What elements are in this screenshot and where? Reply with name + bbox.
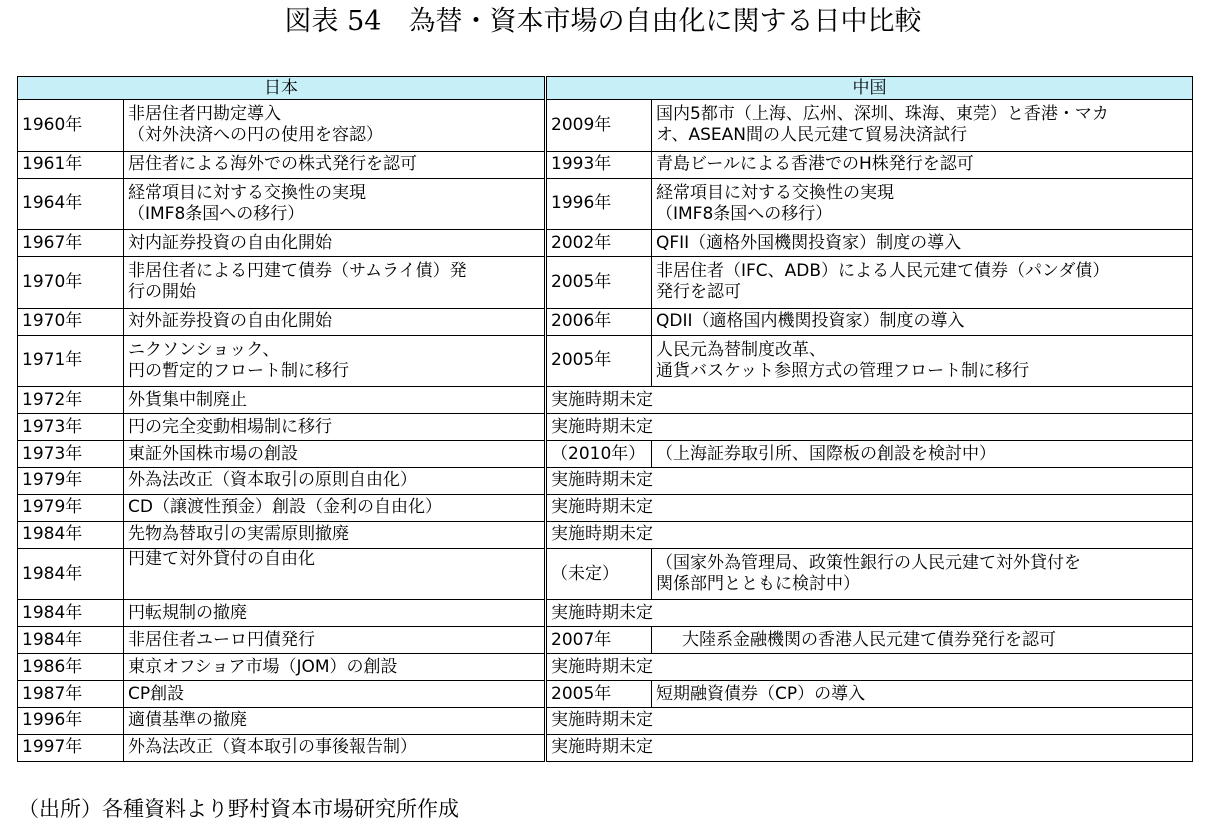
table-row bbox=[18, 335, 1193, 387]
china-event-line: 非居住者（IFC、ADB）による人民元建て債券（パンダ債） bbox=[656, 261, 1110, 282]
china-year: 1993年 bbox=[546, 151, 652, 178]
china-status: 実施時期未定 bbox=[546, 414, 1193, 441]
china-event-line: QFII（適格外国機関投資家）制度の導入 bbox=[656, 232, 962, 253]
japan-year: 1979年 bbox=[18, 467, 124, 494]
china-year: 2009年 bbox=[546, 100, 652, 152]
page-title: 図表 54 為替・資本市場の自由化に関する日中比較 bbox=[284, 6, 922, 37]
header-row bbox=[18, 77, 1193, 100]
table-row bbox=[18, 257, 1193, 309]
table-row bbox=[18, 627, 1193, 654]
japan-year: 1984年 bbox=[18, 627, 124, 654]
japan-year: 1972年 bbox=[18, 387, 124, 414]
china-status: 実施時期未定 bbox=[546, 654, 1193, 681]
table-row bbox=[18, 600, 1193, 627]
japan-event-line: 外貨集中制廃止 bbox=[128, 389, 247, 410]
japan-year: 1984年 bbox=[18, 521, 124, 548]
china-status: 実施時期未定 bbox=[546, 387, 1193, 414]
china-event bbox=[652, 681, 1193, 708]
japan-event bbox=[124, 654, 546, 681]
china-event-line: 発行を認可 bbox=[656, 282, 741, 303]
table-row bbox=[18, 654, 1193, 681]
table-row bbox=[18, 387, 1193, 414]
china-event bbox=[652, 548, 1193, 600]
japan-event bbox=[124, 387, 546, 414]
china-event-line: （上海証券取引所、国際板の創設を検討中） bbox=[656, 443, 996, 464]
japan-event-line: 円の暫定的フロート制に移行 bbox=[128, 360, 349, 381]
china-year: 2002年 bbox=[546, 230, 652, 257]
table-row bbox=[18, 178, 1193, 230]
table-body bbox=[18, 100, 1193, 762]
china-event-line: （国家外為管理局、政策性銀行の人民元建て対外貸付を bbox=[656, 553, 1081, 574]
japan-year: 1964年 bbox=[18, 178, 124, 230]
japan-year: 1967年 bbox=[18, 230, 124, 257]
table-row bbox=[18, 441, 1193, 468]
japan-year: 1984年 bbox=[18, 600, 124, 627]
china-event bbox=[652, 441, 1193, 468]
japan-event bbox=[124, 335, 546, 387]
table-row bbox=[18, 414, 1193, 441]
china-event-line: 大陸系金融機関の香港人民元建て債券発行を認可 bbox=[682, 629, 1056, 650]
china-event bbox=[652, 151, 1193, 178]
japan-year: 1961年 bbox=[18, 151, 124, 178]
japan-event bbox=[124, 230, 546, 257]
japan-event bbox=[124, 681, 546, 708]
japan-event bbox=[124, 151, 546, 178]
table-row bbox=[18, 548, 1193, 600]
japan-event-line: 外為法改正（資本取引の事後報告制） bbox=[128, 737, 417, 758]
japan-event bbox=[124, 308, 546, 335]
japan-event-line: 非居住者ユーロ円債発行 bbox=[128, 629, 315, 650]
japan-event-line: 非居住者による円建て債券（サムライ債）発 bbox=[128, 261, 467, 282]
japan-event-line: 円の完全変動相場制に移行 bbox=[128, 416, 332, 437]
japan-event-line: （IMF8条国への移行） bbox=[128, 203, 305, 224]
table-row bbox=[18, 230, 1193, 257]
china-event bbox=[652, 627, 1193, 654]
japan-event bbox=[124, 178, 546, 230]
japan-event bbox=[124, 257, 546, 309]
table-row bbox=[18, 708, 1193, 735]
japan-event bbox=[124, 414, 546, 441]
china-event-line: 人民元為替制度改革、 bbox=[656, 339, 826, 360]
china-event bbox=[652, 335, 1193, 387]
japan-event-line: 適債基準の撤廃 bbox=[128, 710, 247, 731]
source-note: （出所）各種資料より野村資本市場研究所作成 bbox=[18, 797, 459, 821]
china-event bbox=[652, 257, 1193, 309]
japan-event-line: 対内証券投資の自由化開始 bbox=[128, 232, 332, 253]
china-year: （2010年） bbox=[546, 441, 652, 468]
china-event-line: オ、ASEAN間の人民元建て貿易決済試行 bbox=[656, 125, 967, 146]
japan-event-line: 居住者による海外での株式発行を認可 bbox=[128, 154, 417, 175]
table-row bbox=[18, 521, 1193, 548]
japan-event bbox=[124, 734, 546, 761]
japan-event-line: CD（譲渡性預金）創設（金利の自由化） bbox=[128, 497, 442, 518]
china-status: 実施時期未定 bbox=[546, 600, 1193, 627]
japan-event bbox=[124, 708, 546, 735]
china-year: 2005年 bbox=[546, 681, 652, 708]
table-row bbox=[18, 100, 1193, 152]
china-year: 2005年 bbox=[546, 257, 652, 309]
china-year: 2007年 bbox=[546, 627, 652, 654]
table-row bbox=[18, 151, 1193, 178]
japan-event-line: 先物為替取引の実需原則撤廃 bbox=[128, 524, 349, 545]
japan-event bbox=[124, 600, 546, 627]
japan-event bbox=[124, 627, 546, 654]
china-event-line: 短期融資債券（CP）の導入 bbox=[656, 683, 866, 704]
china-status: 実施時期未定 bbox=[546, 521, 1193, 548]
table-row bbox=[18, 681, 1193, 708]
table-row bbox=[18, 308, 1193, 335]
china-status: 実施時期未定 bbox=[546, 467, 1193, 494]
comparison-table bbox=[17, 76, 1193, 762]
japan-event-line: CP創設 bbox=[128, 683, 185, 704]
japan-event-line: 円建て対外貸付の自由化 bbox=[128, 548, 315, 569]
japan-year: 1984年 bbox=[18, 548, 124, 600]
china-event bbox=[652, 100, 1193, 152]
china-year: 2006年 bbox=[546, 308, 652, 335]
japan-event bbox=[124, 521, 546, 548]
china-event-line: 国内5都市（上海、広州、深圳、珠海、東莞）と香港・マカ bbox=[656, 104, 1109, 125]
japan-year: 1997年 bbox=[18, 734, 124, 761]
japan-event-line: 経常項目に対する交換性の実現 bbox=[128, 182, 366, 203]
japan-event bbox=[124, 100, 546, 152]
japan-event-line: 非居住者円勘定導入 bbox=[128, 104, 281, 125]
japan-event-line: 東京オフショア市場（JOM）の創設 bbox=[128, 656, 398, 677]
japan-event bbox=[124, 467, 546, 494]
china-event bbox=[652, 308, 1193, 335]
china-year: （未定） bbox=[546, 548, 652, 600]
japan-year: 1979年 bbox=[18, 494, 124, 521]
japan-event-line: 外為法改正（資本取引の原則自由化） bbox=[128, 470, 417, 491]
japan-year: 1986年 bbox=[18, 654, 124, 681]
japan-event-line: ニクソンショック、 bbox=[128, 339, 280, 360]
china-event-line: 通貨バスケット参照方式の管理フロート制に移行 bbox=[656, 360, 1030, 381]
china-event bbox=[652, 230, 1193, 257]
header-china: 中国 bbox=[546, 77, 1193, 100]
china-event-line: 経常項目に対する交換性の実現 bbox=[656, 182, 894, 203]
japan-event-line: 行の開始 bbox=[128, 282, 196, 303]
table-row bbox=[18, 734, 1193, 761]
japan-year: 1987年 bbox=[18, 681, 124, 708]
japan-year: 1996年 bbox=[18, 708, 124, 735]
japan-event-line: （対外決済への円の使用を容認） bbox=[128, 125, 383, 146]
japan-year: 1973年 bbox=[18, 441, 124, 468]
table-row bbox=[18, 494, 1193, 521]
japan-year: 1971年 bbox=[18, 335, 124, 387]
japan-year: 1970年 bbox=[18, 308, 124, 335]
china-status: 実施時期未定 bbox=[546, 494, 1193, 521]
china-year: 1996年 bbox=[546, 178, 652, 230]
japan-year: 1960年 bbox=[18, 100, 124, 152]
china-event-line: （IMF8条国への移行） bbox=[656, 203, 833, 224]
japan-event-line: 円転規制の撤廃 bbox=[128, 602, 247, 623]
china-event-line: 青島ビールによる香港でのH株発行を認可 bbox=[656, 154, 974, 175]
header-japan: 日本 bbox=[18, 77, 546, 100]
china-status: 実施時期未定 bbox=[546, 734, 1193, 761]
china-year: 2005年 bbox=[546, 335, 652, 387]
china-event-line: QDII（適格国内機関投資家）制度の導入 bbox=[656, 311, 965, 332]
japan-event bbox=[124, 441, 546, 468]
japan-year: 1970年 bbox=[18, 257, 124, 309]
china-event bbox=[652, 178, 1193, 230]
japan-event-line: 対外証券投資の自由化開始 bbox=[128, 311, 332, 332]
japan-year: 1973年 bbox=[18, 414, 124, 441]
japan-event bbox=[124, 494, 546, 521]
japan-event-line: 東証外国株市場の創設 bbox=[128, 443, 298, 464]
table-row bbox=[18, 467, 1193, 494]
japan-event bbox=[124, 548, 546, 600]
china-event-line: 関係部門とともに検討中） bbox=[656, 574, 860, 595]
china-status: 実施時期未定 bbox=[546, 708, 1193, 735]
